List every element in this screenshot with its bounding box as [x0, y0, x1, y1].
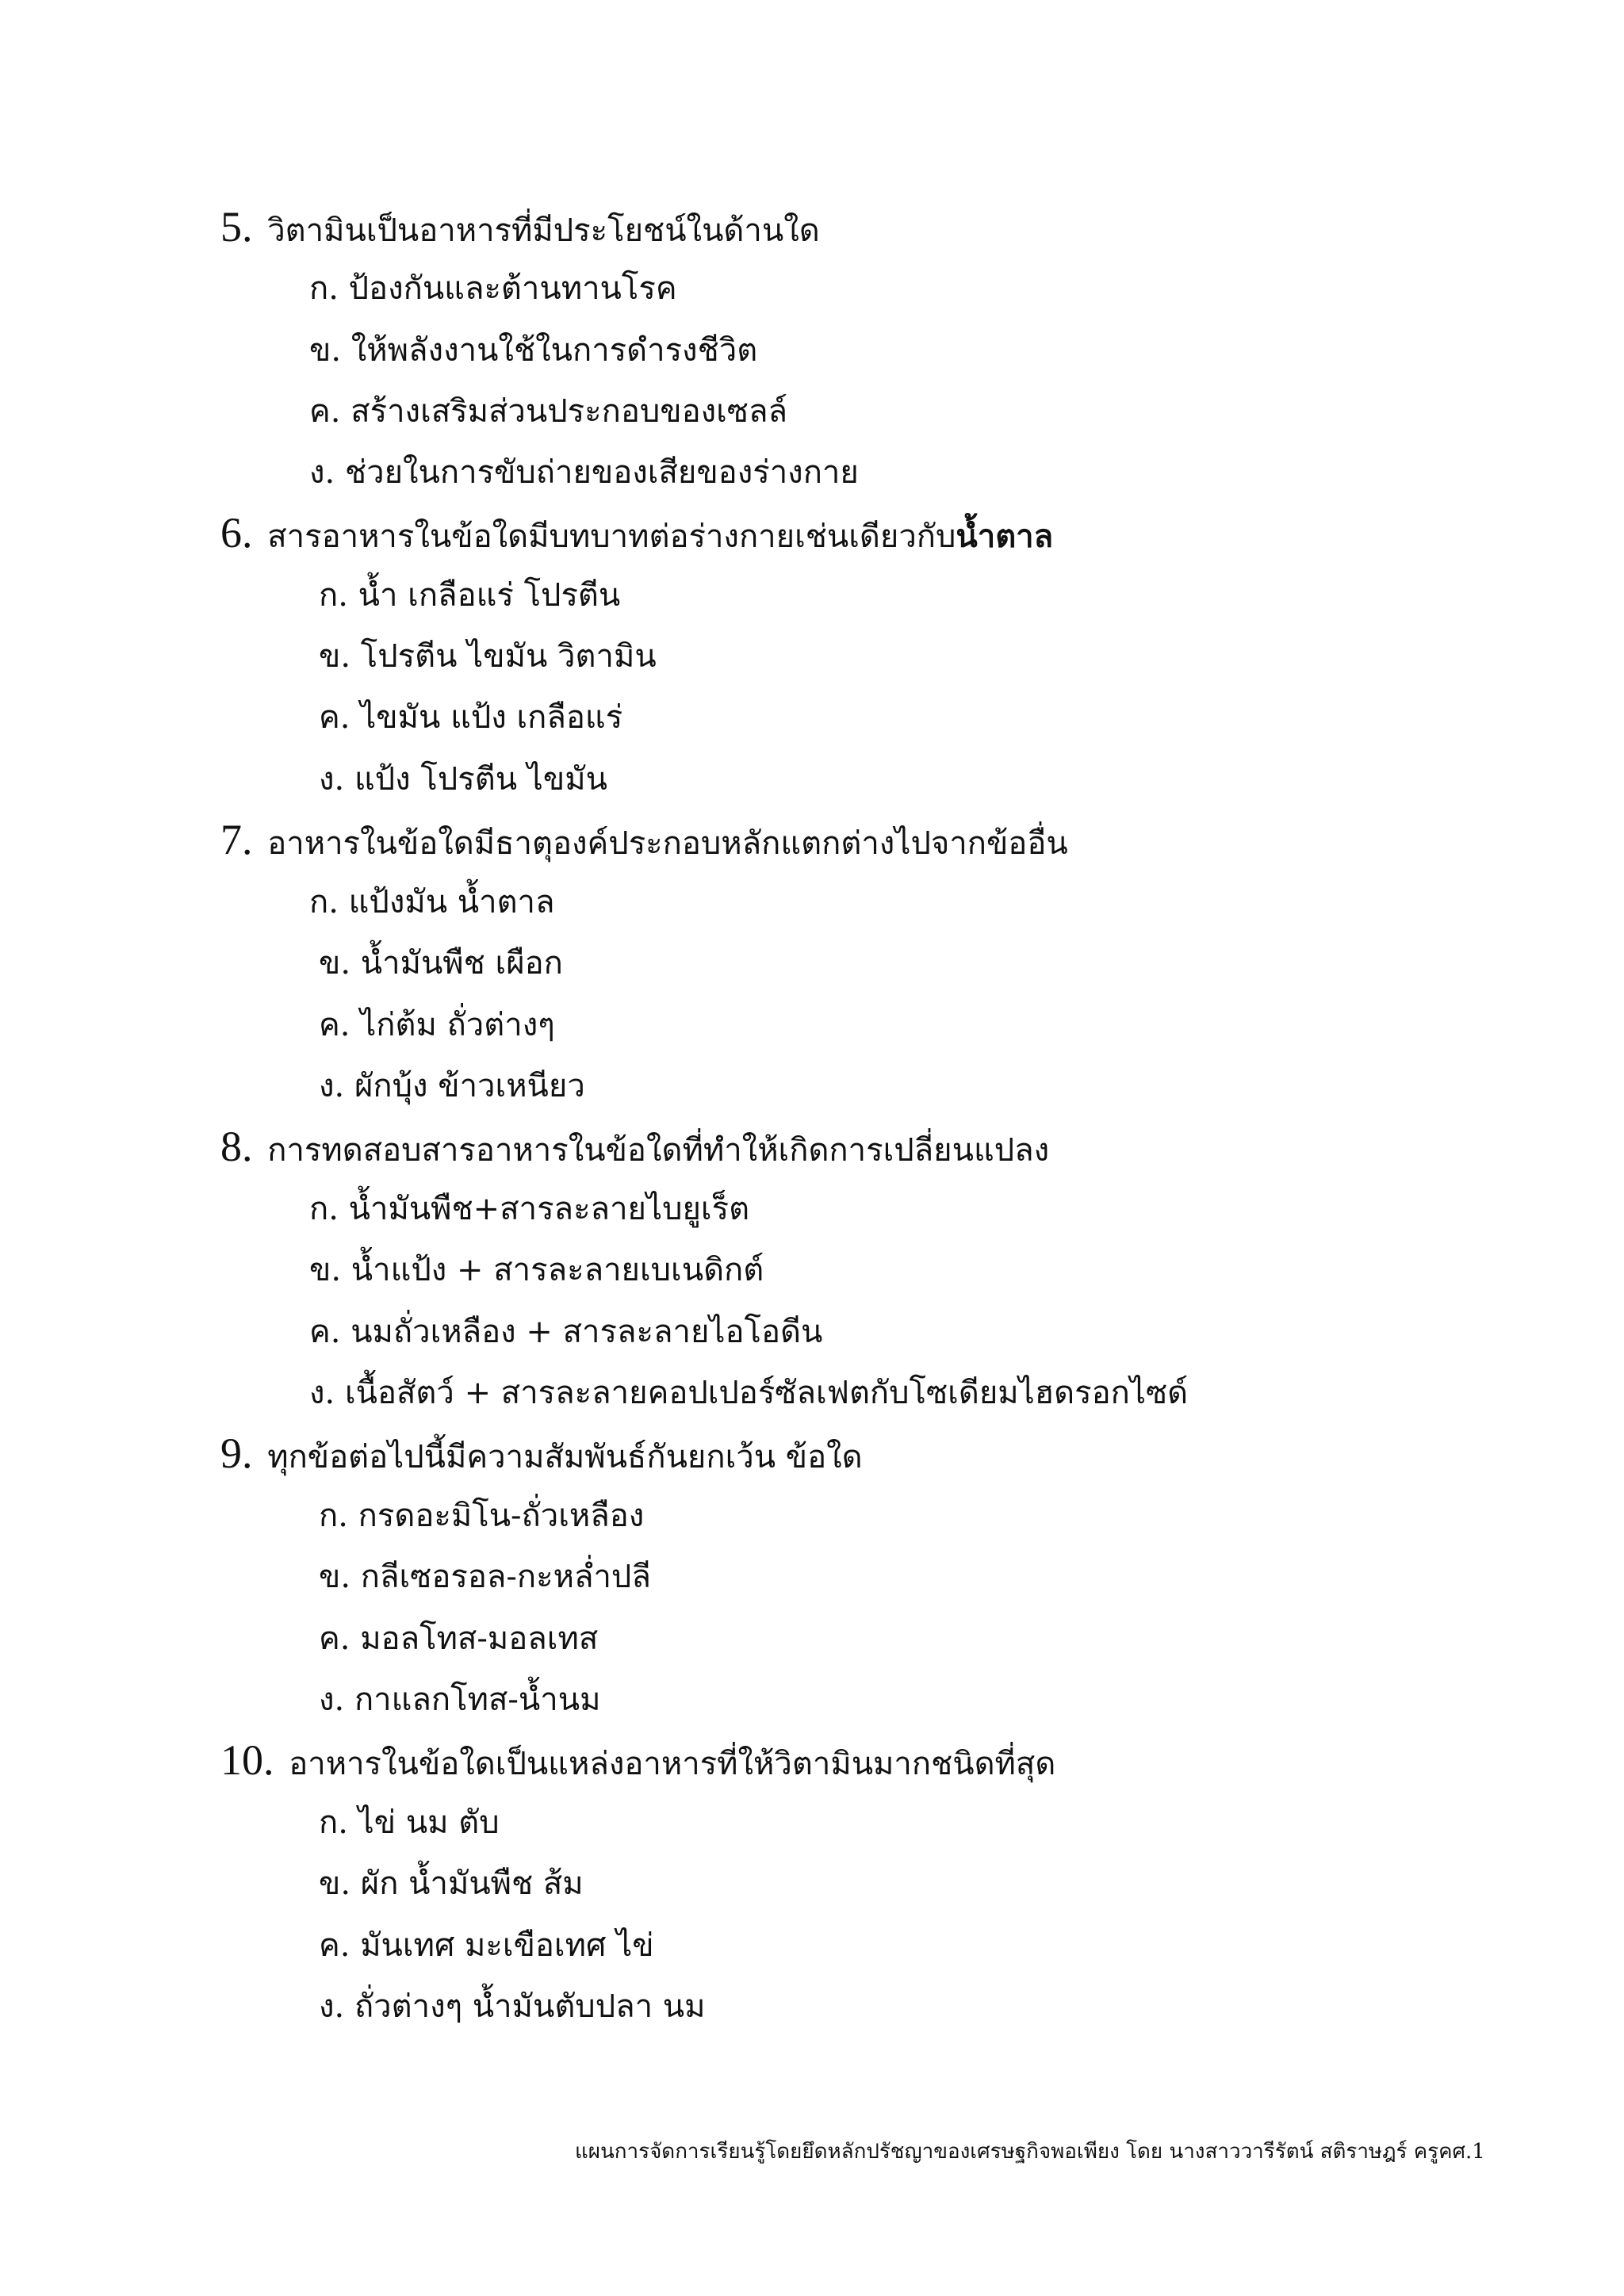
question-number: 10. — [220, 1736, 274, 1784]
choice-9b: ข. กลีเซอรอล-กะหล่ำปลี — [319, 1559, 651, 1595]
choice-6c: ค. ไขมัน แป้ง เกลือแร่ — [319, 699, 623, 736]
question-6 — [220, 505, 1053, 561]
choice-5a: ก. ป้องกันและต้านทานโรค — [309, 270, 677, 307]
question-emphasis: น้ำตาล — [956, 518, 1054, 555]
choice-10d: ง. ถั่วต่างๆ น้ำมันตับปลา นม — [319, 1988, 706, 2025]
question-number: 5. — [220, 203, 253, 251]
question-number: 7. — [220, 816, 253, 863]
choice-7a: ก. แป้งมัน น้ำตาล — [309, 884, 555, 920]
choice-7b: ข. น้ำมันพืช เผือก — [319, 945, 563, 982]
choice-6a: ก. น้ำ เกลือแร่ โปรตีน — [319, 577, 621, 614]
choice-6b: ข. โปรตีน ไขมัน วิตามิน — [319, 638, 657, 675]
choice-10a: ก. ไข่ นม ตับ — [319, 1804, 500, 1841]
choice-9d: ง. กาแลกโทส-น้ำนม — [319, 1682, 601, 1718]
question-text: วิตามินเป็นอาหารที่มีประโยชน์ในด้านใด — [267, 212, 820, 249]
question-8 — [220, 1119, 1049, 1174]
question-5 — [220, 199, 820, 254]
choice-5c: ค. สร้างเสริมส่วนประกอบของเซลล์ — [309, 393, 787, 430]
choice-6d: ง. แป้ง โปรตีน ไขมัน — [319, 761, 607, 798]
choice-7d: ง. ผักบุ้ง ข้าวเหนียว — [319, 1068, 585, 1104]
choice-9c: ค. มอลโทส-มอลเทส — [319, 1621, 599, 1657]
question-number: 8. — [220, 1123, 253, 1170]
question-text: อาหารในข้อใดมีธาตุองค์ประกอบหลักแตกต่างไปจากข้ออื่น — [267, 825, 1068, 862]
choice-8c: ค. นมถั่วเหลือง + สารละลายไอโอดีน — [309, 1314, 823, 1350]
choice-8b: ข. น้ำแป้ง + สารละลายเบเนดิกต์ — [309, 1252, 764, 1288]
question-text: อาหารในข้อใดเป็นแหล่งอาหารที่ให้วิตามินมากชนิดที่สุด — [289, 1746, 1056, 1782]
choice-5d: ง. ช่วยในการขับถ่ายของเสียของร่างกาย — [309, 454, 859, 491]
question-text: การทดสอบสารอาหารในข้อใดที่ทำให้เกิดการเปลี่ยนแปลง — [267, 1132, 1050, 1169]
question-9 — [220, 1425, 863, 1481]
choice-10b: ข. ผัก น้ำมันพืช ส้ม — [319, 1866, 584, 1902]
question-text: ทุกข้อต่อไปนี้มีความสัมพันธ์กันยกเว้น ข้อใด — [267, 1439, 863, 1475]
choice-7c: ค. ไก่ต้ม ถั่วต่างๆ — [319, 1007, 555, 1043]
question-number: 6. — [220, 509, 253, 557]
choice-10c: ค. มันเทศ มะเขือเทศ ไข่ — [319, 1927, 654, 1964]
question-7 — [220, 812, 1068, 867]
choice-9a: ก. กรดอะมิโน-ถั่วเหลือง — [319, 1498, 645, 1534]
question-number: 9. — [220, 1429, 253, 1477]
choice-8d: ง. เนื้อสัตว์ + สารละลายคอปเปอร์ซัลเฟตกับโซเดียมไฮดรอกไซด์ — [309, 1375, 1189, 1411]
question-10 — [220, 1732, 1055, 1788]
choice-5b: ข. ให้พลังงานใช้ในการดำรงชีวิต — [309, 332, 758, 369]
choice-8a: ก. น้ำมันพืช+สารละลายไบยูเร็ต — [309, 1191, 750, 1227]
question-text: สารอาหารในข้อใดมีบทบาทต่อร่างกายเช่นเดียวกับ — [267, 519, 956, 555]
page-footer: แผนการจัดการเรียนรู้โดยยึดหลักปรัชญาของเศรษฐกิจพอเพียง โดย นางสาววารีรัตน์ สติราษฎร์ ครูคศ.1 — [575, 2140, 1485, 2164]
